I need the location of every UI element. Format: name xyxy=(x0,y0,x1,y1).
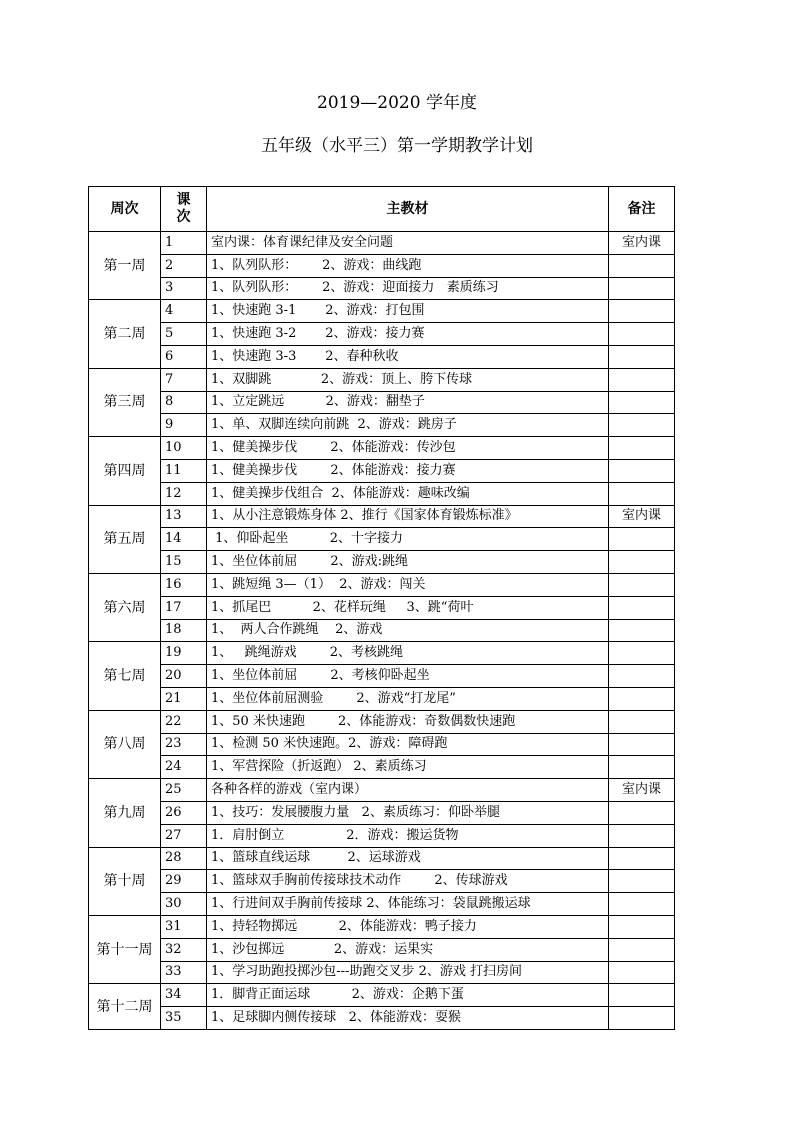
lesson-content-cell: 1、从小注意锻炼身体 2、推行《国家体育锻炼标准》 xyxy=(207,505,609,528)
lesson-note-cell xyxy=(609,984,675,1007)
table-row xyxy=(89,414,675,437)
lesson-note-cell: 室内课 xyxy=(609,232,675,255)
lesson-content-cell: 1、队列队形： 2、游戏：曲线跑 xyxy=(207,254,609,277)
week-cell: 第十一周 xyxy=(89,915,161,983)
table-row xyxy=(89,733,675,756)
lesson-number-cell: 17 xyxy=(161,596,207,619)
lesson-note-cell xyxy=(609,482,675,505)
table-row xyxy=(89,665,675,688)
lesson-content-cell: 1、仰卧起坐 2、十字接力 xyxy=(207,528,609,551)
lesson-note-cell xyxy=(609,733,675,756)
lesson-note-cell xyxy=(609,551,675,574)
table-row xyxy=(89,505,675,528)
lesson-content-cell: 1、抓尾巴 2、花样玩绳 3、跳“荷叶 xyxy=(207,596,609,619)
week-cell: 第四周 xyxy=(89,437,161,505)
lesson-note-cell xyxy=(609,368,675,391)
week-cell: 第六周 xyxy=(89,573,161,641)
week-cell: 第一周 xyxy=(89,232,161,300)
lesson-note-cell xyxy=(609,687,675,710)
lesson-number-cell: 21 xyxy=(161,687,207,710)
lesson-content-cell: 1、单、双脚连续向前跳 2、游戏：跳房子 xyxy=(207,414,609,437)
lesson-note-cell xyxy=(609,1007,675,1030)
table-row xyxy=(89,938,675,961)
header-week: 周次 xyxy=(89,187,161,232)
week-cell: 第八周 xyxy=(89,710,161,778)
lesson-content-cell: 1、健美操步伐组合 2、体能游戏：趣味改编 xyxy=(207,482,609,505)
week-cell: 第二周 xyxy=(89,300,161,368)
lesson-number-cell: 3 xyxy=(161,277,207,300)
lesson-content-cell: 1．脚背正面运球 2、游戏：企鹅下蛋 xyxy=(207,984,609,1007)
lesson-number-cell: 10 xyxy=(161,437,207,460)
lesson-note-cell xyxy=(609,323,675,346)
lesson-content-cell: 1、队列队形： 2、游戏：迎面接力 素质练习 xyxy=(207,277,609,300)
lesson-note-cell xyxy=(609,665,675,688)
lesson-number-cell: 29 xyxy=(161,870,207,893)
table-row xyxy=(89,528,675,551)
lesson-number-cell: 30 xyxy=(161,893,207,916)
header-content: 主教材 xyxy=(207,187,609,232)
table-body xyxy=(89,232,675,1030)
table-row xyxy=(89,915,675,938)
lesson-note-cell xyxy=(609,915,675,938)
lesson-number-cell: 16 xyxy=(161,573,207,596)
lesson-content-cell: 1、立定跳远 2、游戏：翻垫子 xyxy=(207,391,609,414)
table-row xyxy=(89,254,675,277)
lesson-number-cell: 4 xyxy=(161,300,207,323)
lesson-number-cell: 23 xyxy=(161,733,207,756)
plan-title: 五年级（水平三）第一学期教学计划 xyxy=(261,136,533,156)
lesson-note-cell xyxy=(609,642,675,665)
lesson-number-cell: 32 xyxy=(161,938,207,961)
table-row xyxy=(89,551,675,574)
lesson-content-cell: 1、篮球直线运球 2、运球游戏 xyxy=(207,847,609,870)
lesson-number-cell: 25 xyxy=(161,779,207,802)
table-header-row xyxy=(89,187,675,232)
lesson-note-cell xyxy=(609,824,675,847)
table-row xyxy=(89,345,675,368)
lesson-number-cell: 34 xyxy=(161,984,207,1007)
table-row xyxy=(89,779,675,802)
lesson-number-cell: 9 xyxy=(161,414,207,437)
lesson-note-cell xyxy=(609,870,675,893)
lesson-content-cell: 1、 跳绳游戏 2、考核跳绳 xyxy=(207,642,609,665)
table-row xyxy=(89,824,675,847)
lesson-content-cell: 1、篮球双手胸前传接球技术动作 2、传球游戏 xyxy=(207,870,609,893)
lesson-note-cell xyxy=(609,596,675,619)
table-row xyxy=(89,573,675,596)
table-row xyxy=(89,323,675,346)
week-cell: 第七周 xyxy=(89,642,161,710)
lesson-content-cell: 1、双脚跳 2、游戏：顶上、胯下传球 xyxy=(207,368,609,391)
table-row xyxy=(89,368,675,391)
table-row xyxy=(89,801,675,824)
week-cell: 第九周 xyxy=(89,779,161,847)
lesson-note-cell: 室内课 xyxy=(609,505,675,528)
lesson-note-cell xyxy=(609,277,675,300)
lesson-content-cell: 1、坐位体前屈测验 2、游戏“打龙尾” xyxy=(207,687,609,710)
lesson-content-cell: 1、行进间双手胸前传接球 2、体能练习：袋鼠跳搬运球 xyxy=(207,893,609,916)
teaching-plan-table xyxy=(88,186,675,1030)
lesson-content-cell: 1、技巧：发展腰腹力量 2、素质练习：仰卧举腿 xyxy=(207,801,609,824)
lesson-number-cell: 28 xyxy=(161,847,207,870)
table-row xyxy=(89,596,675,619)
lesson-number-cell: 13 xyxy=(161,505,207,528)
lesson-content-cell: 1、军营探险（折返跑） 2、素质练习 xyxy=(207,756,609,779)
lesson-note-cell xyxy=(609,619,675,642)
lesson-content-cell: 1、快速跑 3-1 2、游戏：打包围 xyxy=(207,300,609,323)
lesson-number-cell: 15 xyxy=(161,551,207,574)
lesson-number-cell: 22 xyxy=(161,710,207,733)
lesson-content-cell: 1、沙包掷远 2、游戏：运果实 xyxy=(207,938,609,961)
table-row xyxy=(89,870,675,893)
table-row xyxy=(89,232,675,255)
lesson-note-cell xyxy=(609,254,675,277)
table-row xyxy=(89,642,675,665)
lesson-note-cell: 室内课 xyxy=(609,779,675,802)
lesson-content-cell: 1．肩肘倒立 2．游戏：搬运货物 xyxy=(207,824,609,847)
lesson-number-cell: 6 xyxy=(161,345,207,368)
lesson-number-cell: 31 xyxy=(161,915,207,938)
header-note: 备注 xyxy=(609,187,675,232)
lesson-note-cell xyxy=(609,801,675,824)
lesson-note-cell xyxy=(609,961,675,984)
lesson-number-cell: 19 xyxy=(161,642,207,665)
table-row xyxy=(89,1007,675,1030)
lesson-number-cell: 33 xyxy=(161,961,207,984)
lesson-note-cell xyxy=(609,893,675,916)
table-row xyxy=(89,437,675,460)
lesson-number-cell: 18 xyxy=(161,619,207,642)
table-row xyxy=(89,984,675,1007)
lesson-note-cell xyxy=(609,756,675,779)
lesson-number-cell: 8 xyxy=(161,391,207,414)
lesson-content-cell: 1、足球脚内侧传接球 2、体能游戏：耍猴 xyxy=(207,1007,609,1030)
table-row xyxy=(89,459,675,482)
lesson-number-cell: 2 xyxy=(161,254,207,277)
lesson-number-cell: 24 xyxy=(161,756,207,779)
lesson-number-cell: 1 xyxy=(161,232,207,255)
lesson-note-cell xyxy=(609,847,675,870)
week-cell: 第十二周 xyxy=(89,984,161,1030)
lesson-number-cell: 12 xyxy=(161,482,207,505)
lesson-content-cell: 1、坐位体前屈 2、考核仰卧起坐 xyxy=(207,665,609,688)
table-row xyxy=(89,756,675,779)
lesson-number-cell: 7 xyxy=(161,368,207,391)
week-cell: 第五周 xyxy=(89,505,161,573)
lesson-number-cell: 20 xyxy=(161,665,207,688)
academic-year-title: 2019—2020 学年度 xyxy=(317,93,477,113)
table-row xyxy=(89,687,675,710)
lesson-content-cell: 1、学习助跑投掷沙包---助跑交叉步 2、游戏 打扫房间 xyxy=(207,961,609,984)
lesson-content-cell: 1、健美操步伐 2、体能游戏：接力赛 xyxy=(207,459,609,482)
lesson-note-cell xyxy=(609,710,675,733)
lesson-note-cell xyxy=(609,459,675,482)
lesson-number-cell: 14 xyxy=(161,528,207,551)
table-row xyxy=(89,619,675,642)
lesson-number-cell: 5 xyxy=(161,323,207,346)
lesson-note-cell xyxy=(609,391,675,414)
lesson-number-cell: 27 xyxy=(161,824,207,847)
lesson-content-cell: 1、 两人合作跳绳 2、游戏 xyxy=(207,619,609,642)
lesson-note-cell xyxy=(609,414,675,437)
lesson-content-cell: 1、持轻物掷远 2、体能游戏：鸭子接力 xyxy=(207,915,609,938)
lesson-content-cell: 1、健美操步伐 2、体能游戏：传沙包 xyxy=(207,437,609,460)
lesson-note-cell xyxy=(609,528,675,551)
lesson-content-cell: 1、50 米快速跑 2、体能游戏：奇数偶数快速跑 xyxy=(207,710,609,733)
table-row xyxy=(89,847,675,870)
lesson-number-cell: 11 xyxy=(161,459,207,482)
table-row xyxy=(89,482,675,505)
table-row xyxy=(89,710,675,733)
lesson-note-cell xyxy=(609,437,675,460)
lesson-content-cell: 1、坐位体前屈 2、游戏:跳绳 xyxy=(207,551,609,574)
header-lesson-label: 课次 xyxy=(176,192,191,225)
lesson-content-cell: 1、跳短绳 3—（1） 2、游戏：闯关 xyxy=(207,573,609,596)
table-row xyxy=(89,391,675,414)
lesson-content-cell: 1、快速跑 3-3 2、春种秋收 xyxy=(207,345,609,368)
week-cell: 第十周 xyxy=(89,847,161,915)
lesson-content-cell: 室内课：体育课纪律及安全问题 xyxy=(207,232,609,255)
table-row xyxy=(89,300,675,323)
table-row xyxy=(89,277,675,300)
lesson-note-cell xyxy=(609,573,675,596)
lesson-content-cell: 1、快速跑 3-2 2、游戏：接力赛 xyxy=(207,323,609,346)
table-row xyxy=(89,893,675,916)
lesson-note-cell xyxy=(609,345,675,368)
lesson-note-cell xyxy=(609,300,675,323)
lesson-note-cell xyxy=(609,938,675,961)
lesson-number-cell: 26 xyxy=(161,801,207,824)
week-cell: 第三周 xyxy=(89,368,161,436)
lesson-content-cell: 1、检测 50 米快速跑。2、游戏：障碍跑 xyxy=(207,733,609,756)
table-row xyxy=(89,961,675,984)
lesson-number-cell: 35 xyxy=(161,1007,207,1030)
header-lesson xyxy=(161,187,207,232)
lesson-content-cell: 各种各样的游戏（室内课） xyxy=(207,779,609,802)
